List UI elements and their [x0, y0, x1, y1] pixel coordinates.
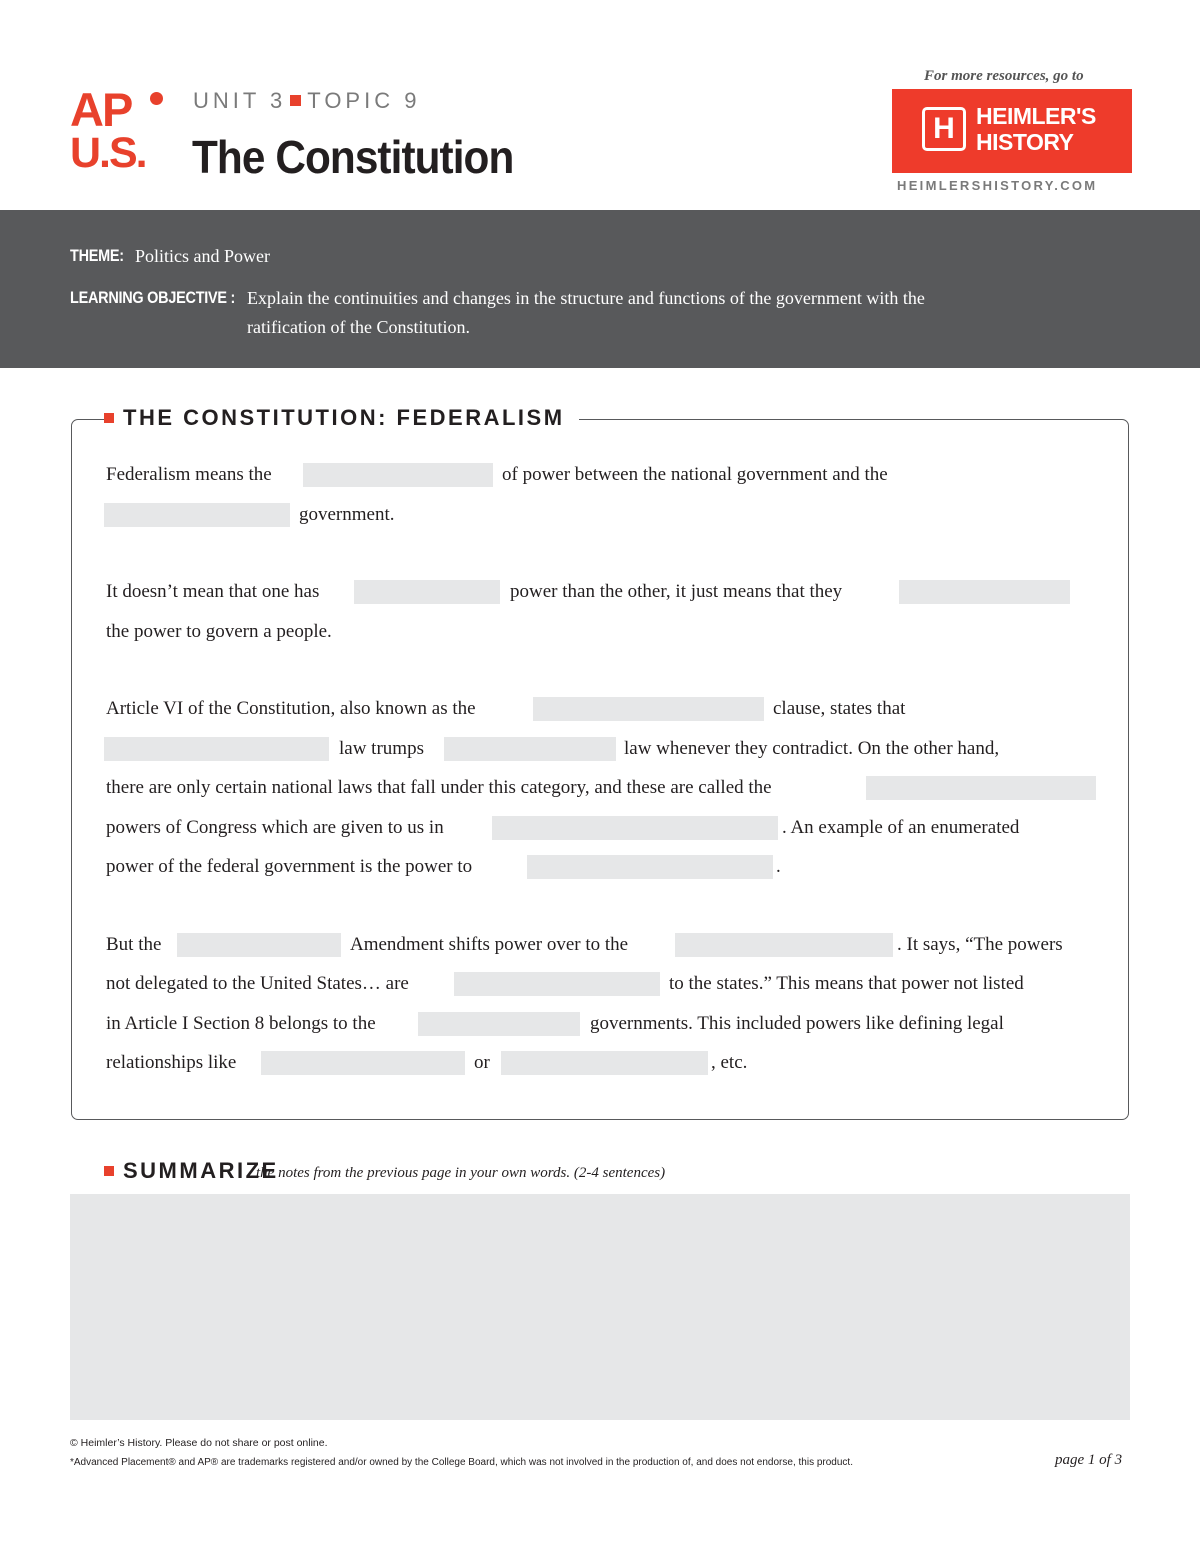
fill-blank-field[interactable] — [444, 737, 616, 761]
p3-line-4 — [106, 813, 1106, 843]
ap-us-logo — [70, 83, 165, 178]
fill-blank-field[interactable] — [177, 933, 341, 957]
p4-line-2 — [106, 969, 1106, 999]
trademark-notice: *Advanced Placement® and AP® are trademarks registered and/or owned by the College Board, which was not involved in the production of, and does not endorse, this product. — [70, 1457, 853, 1468]
fill-blank-field[interactable] — [527, 855, 773, 879]
p4-line-3 — [106, 1009, 1106, 1039]
theme-label: THEME: — [70, 246, 124, 265]
heading-square-icon — [104, 413, 114, 423]
fill-blank-field[interactable] — [261, 1051, 465, 1075]
text-segment: power than the other, it just means that they — [510, 581, 843, 602]
notes-heading — [104, 405, 579, 431]
text-segment: power of the federal government is the power to — [106, 856, 473, 877]
text-segment: . It says, “The powers — [897, 934, 1063, 955]
text-segment: relationships like — [106, 1052, 237, 1073]
brand-url-link[interactable]: HEIMLERSHISTORY.COM — [897, 178, 1098, 193]
fill-blank-field[interactable] — [104, 737, 329, 761]
summarize-instruction: the notes from the previous page in your own words. (2-4 sentences) — [256, 1165, 666, 1181]
summarize-heading — [104, 1158, 279, 1184]
brand-logo[interactable] — [892, 89, 1132, 173]
text-segment: But the — [106, 934, 162, 955]
text-segment: in Article I Section 8 belongs to the — [106, 1013, 376, 1034]
theme-value: Politics and Power — [135, 246, 270, 266]
unit-topic-line — [193, 88, 420, 114]
heading-square-icon — [104, 1166, 114, 1176]
text-segment: the power to govern a people. — [106, 621, 332, 642]
page-title: The Constitution — [192, 131, 514, 183]
learning-objective-line-1: Explain the continuities and changes in the structure and functions of the government with the — [247, 288, 925, 308]
separator-square-icon — [290, 95, 301, 106]
summary-text-area[interactable] — [70, 1194, 1130, 1420]
topic-label: TOPIC 9 — [307, 88, 421, 113]
text-segment: powers of Congress which are given to us in — [106, 817, 444, 838]
p3-line-1 — [106, 694, 1106, 724]
fill-blank-field[interactable] — [533, 697, 764, 721]
fill-blank-field[interactable] — [454, 972, 660, 996]
brand-h-icon: H — [922, 107, 966, 151]
p3-line-5 — [106, 852, 1106, 882]
text-segment: governments. This included powers like defining legal — [590, 1013, 1004, 1034]
unit-label: UNIT 3 — [193, 88, 287, 113]
text-segment: , etc. — [711, 1052, 748, 1073]
p3-line-2 — [106, 734, 1106, 764]
fill-blank-field[interactable] — [899, 580, 1070, 604]
p1-line-1 — [106, 460, 1106, 490]
p4-line-4 — [106, 1048, 1106, 1078]
text-segment: Article VI of the Constitution, also known as the — [106, 698, 476, 719]
p1-line-2 — [106, 500, 1106, 530]
p3-line-3 — [106, 773, 1106, 803]
notes-heading-text: THE CONSTITUTION: FEDERALISM — [123, 405, 565, 430]
text-segment: or — [474, 1052, 490, 1073]
fill-blank-field[interactable] — [104, 503, 290, 527]
page-number: page 1 of 3 — [1055, 1452, 1123, 1468]
logo-line-1: AP — [70, 83, 132, 136]
text-segment: of power between the national government and the — [502, 464, 888, 485]
fill-blank-field[interactable] — [501, 1051, 708, 1075]
text-segment: law trumps — [339, 738, 424, 759]
fill-blank-field[interactable] — [492, 816, 778, 840]
fill-blank-field[interactable] — [418, 1012, 580, 1036]
text-segment: . — [776, 856, 781, 877]
fill-blank-field[interactable] — [303, 463, 493, 487]
p2-line-2 — [106, 617, 1106, 647]
theme-band — [0, 210, 1200, 368]
text-segment: . An example of an enumerated — [782, 817, 1020, 838]
text-segment: there are only certain national laws that fall under this category, and these are called the — [106, 777, 772, 798]
registered-dot-icon — [150, 92, 163, 105]
fill-blank-field[interactable] — [675, 933, 893, 957]
text-segment: law whenever they contradict. On the other hand, — [624, 738, 1000, 759]
text-segment: Amendment shifts power over to the — [350, 934, 629, 955]
p2-line-1 — [106, 577, 1106, 607]
brand-name: HEIMLER'S HISTORY — [976, 103, 1096, 155]
fill-blank-field[interactable] — [354, 580, 500, 604]
learning-objective-line-2: ratification of the Constitution. — [247, 317, 470, 337]
text-segment: not delegated to the United States… are — [106, 973, 409, 994]
logo-line-2: U.S. — [70, 129, 146, 177]
resources-text: For more resources, go to — [924, 68, 1084, 84]
text-segment: government. — [299, 504, 395, 525]
summarize-heading-text: SUMMARIZE — [123, 1158, 279, 1183]
text-segment: It doesn’t mean that one has — [106, 581, 320, 602]
learning-objective-label: LEARNING OBJECTIVE : — [70, 288, 236, 307]
copyright-notice: © Heimler’s History. Please do not share or post online. — [70, 1437, 328, 1449]
p4-line-1 — [106, 930, 1106, 960]
text-segment: Federalism means the — [106, 464, 272, 485]
fill-blank-field[interactable] — [866, 776, 1096, 800]
text-segment: to the states.” This means that power not listed — [669, 973, 1024, 994]
text-segment: clause, states that — [773, 698, 906, 719]
